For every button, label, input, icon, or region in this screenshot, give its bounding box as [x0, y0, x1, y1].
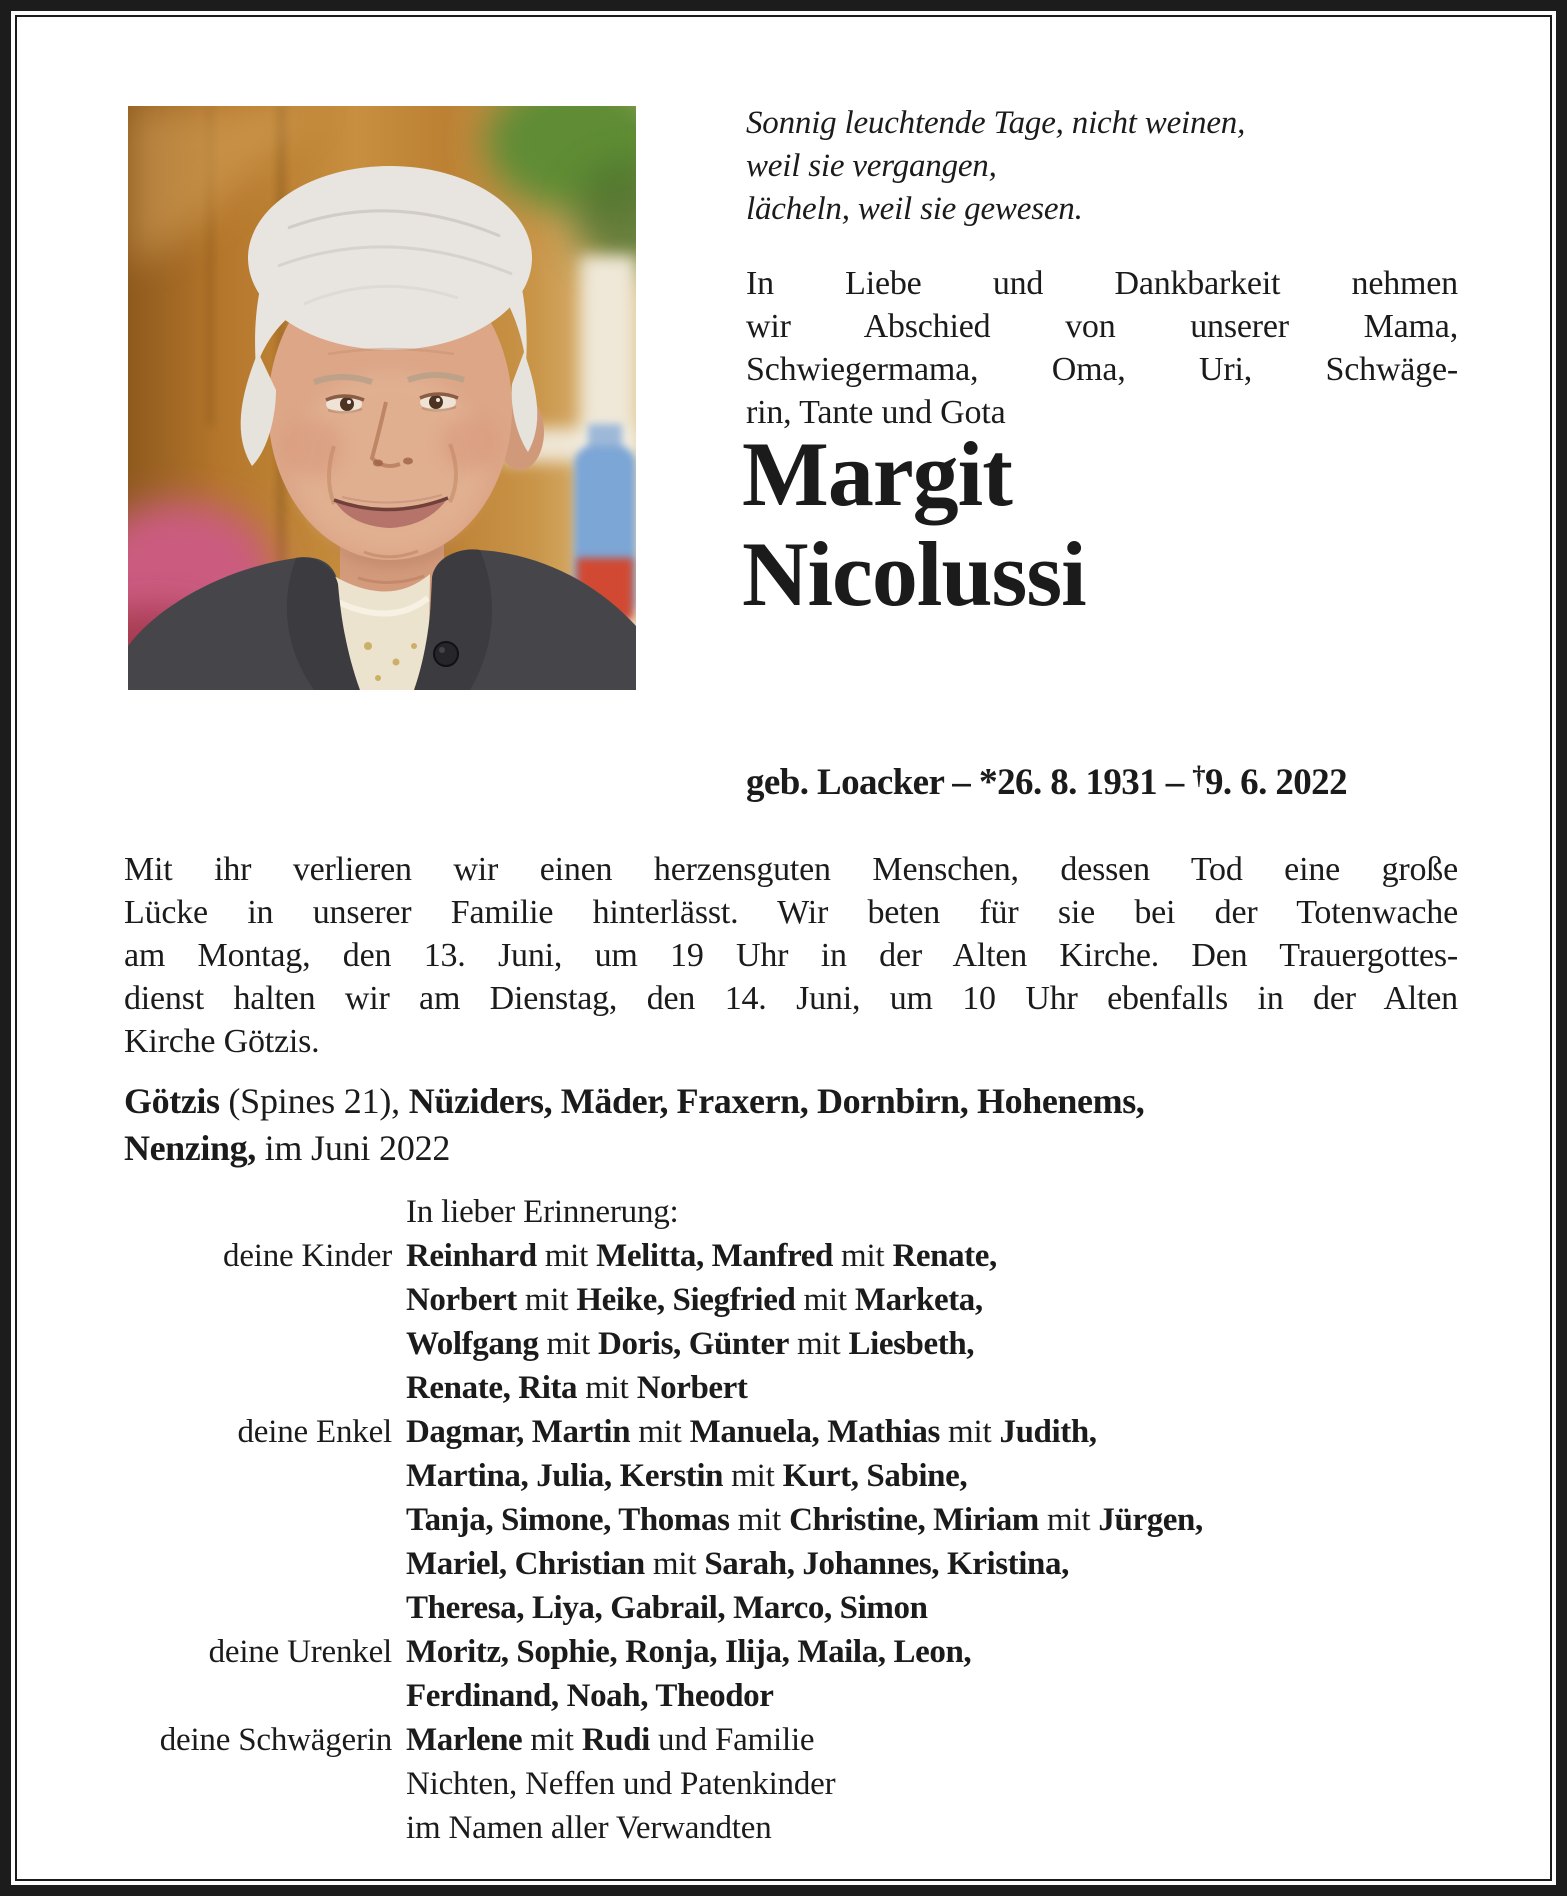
- memorial-row: [124, 1718, 1524, 1762]
- memorial-names-line: [406, 1806, 772, 1850]
- memorial-relation-label: [124, 1806, 406, 1850]
- regular-text: im Namen aller Verwandten: [406, 1810, 772, 1846]
- regular-text: mit: [522, 1722, 582, 1758]
- memorial-row: [124, 1498, 1524, 1542]
- memorial-relation-label: deine Enkel: [237, 1414, 392, 1450]
- name-bold-text: Wolfgang: [406, 1326, 539, 1362]
- memorial-names-line: [406, 1454, 967, 1498]
- memorial-row: [124, 1806, 1524, 1850]
- regular-text: (Spines 21),: [219, 1081, 409, 1121]
- name-bold-text: Götzis: [124, 1081, 220, 1121]
- memorial-names-line: [406, 1630, 971, 1674]
- regular-text: mit: [536, 1238, 597, 1274]
- poem: [746, 102, 1458, 231]
- portrait-illustration: [128, 106, 636, 690]
- regular-text: mit: [832, 1238, 893, 1274]
- name-bold-text: Mariel, Christian: [406, 1546, 645, 1582]
- announcement-line: dienst halten wir am Dienstag, den 14. Juni, um 10 Uhr ebenfalls in der Alten: [124, 980, 1458, 1017]
- memorial-heading: In lieber Erinnerung:: [406, 1194, 679, 1230]
- name-bold-text: Sarah, Johannes, Kristina,: [704, 1546, 1069, 1582]
- name-bold-text: Marlene: [406, 1722, 523, 1758]
- deceased-first-name: Margit: [742, 423, 1012, 525]
- memorial-names-line: [406, 1410, 1097, 1454]
- intro-line: wir Abschied von unserer Mama,: [746, 308, 1458, 345]
- poem-line: lächeln, weil sie gewesen.: [746, 191, 1083, 227]
- memorial-names-line: [406, 1366, 748, 1410]
- regular-text: mit: [516, 1282, 577, 1318]
- deceased-name: [742, 424, 1086, 624]
- name-bold-text: Christine, Miriam: [789, 1502, 1039, 1538]
- memorial-names-line: [406, 1322, 974, 1366]
- name-bold-text: Heike, Siegfried: [576, 1282, 796, 1318]
- name-bold-text: Norbert: [636, 1370, 748, 1406]
- memorial-names-line: [406, 1586, 928, 1630]
- birth-star-icon: *: [978, 761, 998, 804]
- announcement-paragraph: [124, 848, 1458, 1063]
- memorial-row: [124, 1366, 1524, 1410]
- name-bold-text: Renate,: [892, 1238, 997, 1274]
- regular-text: mit: [729, 1502, 790, 1538]
- announcement-line: Mit ihr verlieren wir einen herzensguten Menschen, dessen Tod eine große: [124, 851, 1458, 888]
- name-bold-text: Ferdinand, Noah, Theodor: [406, 1678, 774, 1714]
- memorial-names-line: [406, 1278, 983, 1322]
- name-bold-text: Kurt, Sabine,: [782, 1458, 968, 1494]
- name-bold-text: Theresa, Liya, Gabrail, Marco, Simon: [406, 1590, 928, 1626]
- memorial-row: [124, 1762, 1524, 1806]
- name-bold-text: Tanja, Simone, Thomas: [406, 1502, 730, 1538]
- memorial-relation-label: [124, 1454, 406, 1498]
- memorial-row: [124, 1322, 1524, 1366]
- memorial-names-line: [406, 1498, 1203, 1542]
- name-bold-text: Reinhard: [406, 1238, 537, 1274]
- memorial-relation-label: [124, 1762, 406, 1806]
- name-bold-text: Moritz, Sophie, Ronja, Ilija, Maila, Leon,: [406, 1634, 972, 1670]
- memorial-relation-label: deine Urenkel: [208, 1634, 392, 1670]
- locations-paragraph: [124, 1078, 1484, 1172]
- memorial-list: [124, 1234, 1524, 1850]
- memorial-names-line: [406, 1542, 1069, 1586]
- regular-text: mit: [538, 1326, 599, 1362]
- name-bold-text: Martina, Julia, Kerstin: [406, 1458, 724, 1494]
- regular-text: mit: [577, 1370, 637, 1406]
- intro-paragraph: [746, 262, 1458, 434]
- poem-line: weil sie vergangen,: [746, 148, 997, 184]
- name-bold-text: Judith,: [999, 1414, 1097, 1450]
- name-bold-text: Dagmar, Martin: [406, 1414, 631, 1450]
- memorial-section: [124, 1190, 1524, 1850]
- memorial-relation-label: [124, 1498, 406, 1542]
- poem-line: Sonnig leuchtende Tage, nicht weinen,: [746, 105, 1246, 141]
- regular-text: mit: [644, 1546, 705, 1582]
- memorial-row: [124, 1454, 1524, 1498]
- dash: –: [1157, 762, 1193, 804]
- memorial-relation-label: deine Kinder: [223, 1238, 392, 1274]
- memorial-row: [124, 1278, 1524, 1322]
- memorial-relation-label: [124, 1322, 406, 1366]
- announcement-line: Lücke in unserer Familie hinterlässt. Wir beten für sie bei der Totenwache: [124, 894, 1458, 931]
- regular-text: und Familie: [649, 1722, 815, 1758]
- regular-text: mit: [795, 1282, 855, 1318]
- locations-line: [124, 1078, 1484, 1125]
- name-bold-text: Renate, Rita: [406, 1370, 578, 1406]
- memorial-names-line: [406, 1674, 774, 1718]
- name-bold-text: Melitta, Manfred: [596, 1238, 833, 1274]
- death-date: 9. 6. 2022: [1204, 762, 1347, 804]
- portrait-photo: [128, 106, 636, 690]
- vital-dates: [746, 760, 1460, 804]
- name-bold-text: Jürgen,: [1098, 1502, 1203, 1538]
- memorial-row: [124, 1542, 1524, 1586]
- memorial-relation-label: [124, 1278, 406, 1322]
- memorial-relation-label: deine Schwägerin: [159, 1722, 392, 1758]
- regular-text: mit: [723, 1458, 783, 1494]
- birth-date: 26. 8. 1931: [997, 762, 1158, 804]
- name-bold-text: Nüziders, Mäder, Fraxern, Dornbirn, Hohenems,: [408, 1081, 1145, 1121]
- regular-text: im Juni 2022: [255, 1128, 451, 1168]
- memorial-names-line: [406, 1718, 814, 1762]
- memorial-relation-label: [124, 1542, 406, 1586]
- memorial-names-line: [406, 1234, 997, 1278]
- regular-text: mit: [630, 1414, 690, 1450]
- locations-line: [124, 1125, 1484, 1172]
- memorial-row: [124, 1234, 1524, 1278]
- memorial-relation-label: [124, 1586, 406, 1630]
- memorial-relation-label: [124, 1674, 406, 1718]
- dash: –: [943, 762, 979, 804]
- announcement-line: am Montag, den 13. Juni, um 19 Uhr in der Alten Kirche. Den Trauergottes-: [124, 937, 1458, 974]
- regular-text: mit: [1038, 1502, 1099, 1538]
- maiden-name: geb. Loacker: [746, 762, 944, 804]
- name-bold-text: Rudi: [581, 1722, 650, 1758]
- regular-text: Nichten, Neffen und Patenkinder: [406, 1766, 836, 1802]
- name-bold-text: Norbert: [406, 1282, 517, 1318]
- memorial-relation-label: [124, 1366, 406, 1410]
- name-bold-text: Nenzing,: [124, 1128, 256, 1168]
- memorial-names-line: [406, 1762, 835, 1806]
- name-bold-text: Liesbeth,: [848, 1326, 975, 1362]
- regular-text: mit: [939, 1414, 1000, 1450]
- memorial-row: [124, 1674, 1524, 1718]
- intro-line: rin, Tante und Gota: [746, 394, 1006, 431]
- intro-line: In Liebe und Dankbarkeit nehmen: [746, 265, 1458, 302]
- death-cross-icon: †: [1192, 760, 1205, 790]
- memorial-row: [124, 1630, 1524, 1674]
- deceased-last-name: Nicolussi: [742, 523, 1086, 625]
- memorial-row: [124, 1586, 1524, 1630]
- announcement-line: Kirche Götzis.: [124, 1023, 320, 1060]
- memorial-row: [124, 1410, 1524, 1454]
- intro-line: Schwiegermama, Oma, Uri, Schwäge-: [746, 351, 1458, 388]
- name-bold-text: Manuela, Mathias: [689, 1414, 940, 1450]
- regular-text: mit: [788, 1326, 849, 1362]
- name-bold-text: Doris, Günter: [598, 1326, 789, 1362]
- name-bold-text: Marketa,: [854, 1282, 983, 1318]
